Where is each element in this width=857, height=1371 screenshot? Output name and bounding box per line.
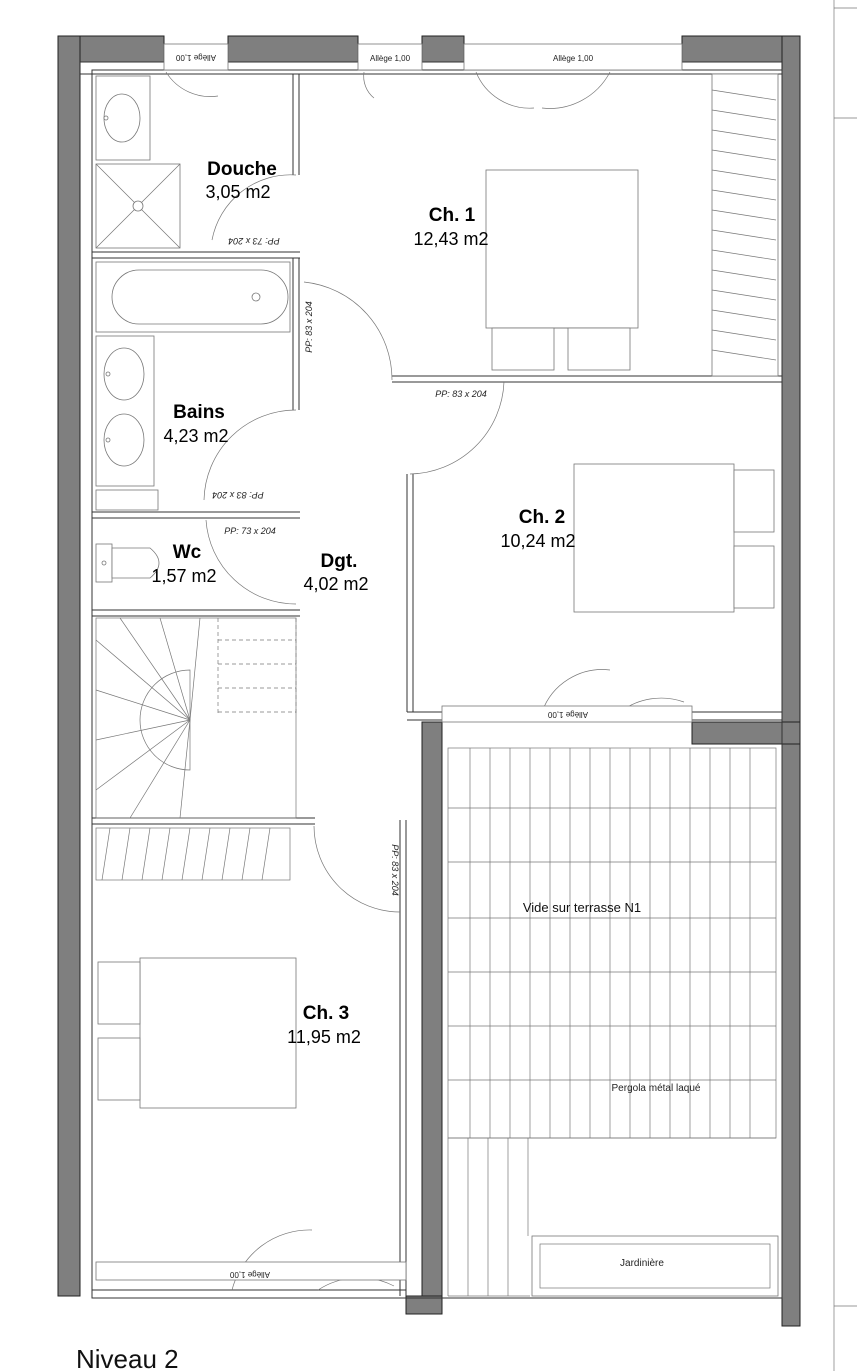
pergola-label: Pergola métal laqué bbox=[611, 1083, 701, 1094]
door-label-ch1: PP: 83 x 204 bbox=[435, 389, 487, 399]
room-area-douche: 3,05 m2 bbox=[205, 182, 271, 202]
door-label-bains-bottom: PP: 83 x 204 bbox=[212, 490, 264, 500]
door-label-wc: PP: 73 x 204 bbox=[224, 526, 276, 536]
room-area-ch2: 10,24 m2 bbox=[500, 531, 576, 551]
room-area-ch3: 11,95 m2 bbox=[287, 1027, 361, 1047]
room-area-dgt: 4,02 m2 bbox=[303, 574, 369, 594]
room-name-ch2: Ch. 2 bbox=[518, 507, 566, 528]
sheet-edge bbox=[834, 0, 857, 1371]
room-name-ch3: Ch. 3 bbox=[302, 1003, 350, 1024]
wardrobe bbox=[712, 74, 778, 376]
staircase bbox=[96, 618, 296, 880]
room-name-ch1: Ch. 1 bbox=[428, 205, 476, 226]
vide-label: Vide sur terrasse N1 bbox=[522, 900, 642, 915]
window-label-top-mid: Allège 1,00 bbox=[369, 54, 411, 63]
room-name-douche: Douche bbox=[207, 159, 277, 180]
level-title: Niveau 2 bbox=[76, 1344, 179, 1371]
room-area-wc: 1,57 m2 bbox=[151, 566, 217, 586]
room-area-bains: 4,23 m2 bbox=[163, 426, 229, 446]
door-label-ch3: PP: 83 x 204 bbox=[390, 844, 400, 896]
room-name-wc: Wc bbox=[172, 542, 202, 563]
room-area-ch1: 12,43 m2 bbox=[413, 229, 489, 249]
door-label-bains-right: PP: 83 x 204 bbox=[304, 301, 314, 353]
room-name-bains: Bains bbox=[173, 402, 225, 423]
door-label-douche: PP: 73 x 204 bbox=[228, 236, 280, 246]
window-label-top-left: Allège 1,00 bbox=[175, 53, 217, 62]
window-label-bottom: Allège 1,00 bbox=[229, 1270, 271, 1279]
room-name-dgt: Dgt. bbox=[320, 551, 358, 572]
jardiniere-label: Jardinière bbox=[620, 1258, 664, 1269]
sanitary-fixtures bbox=[96, 76, 290, 582]
pergola bbox=[448, 748, 778, 1296]
window-label-ch2: Allège 1,00 bbox=[547, 710, 589, 719]
window-label-top-right: Allège 1,00 bbox=[552, 54, 594, 63]
